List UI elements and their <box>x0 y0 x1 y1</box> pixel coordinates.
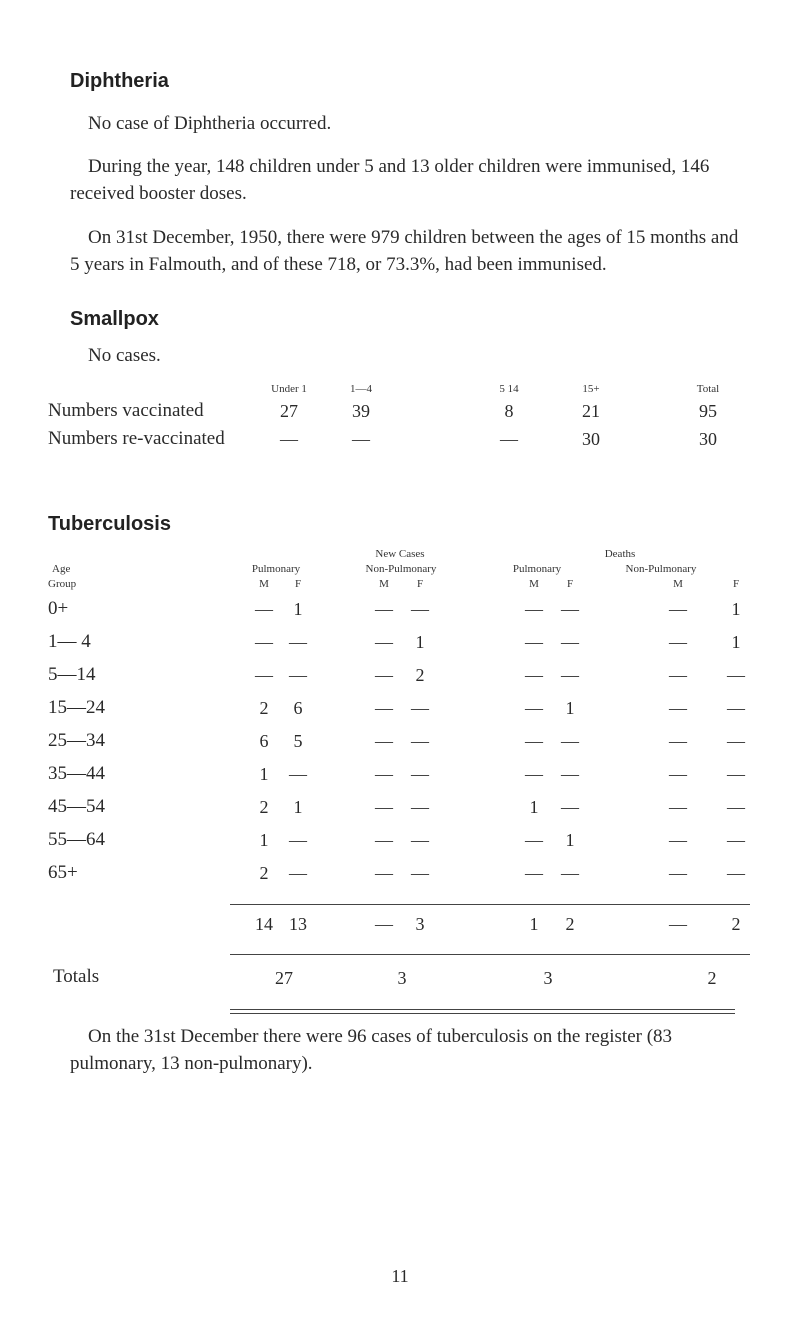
tb-cell: — <box>525 830 543 850</box>
smallpox-cell: 95 <box>699 401 717 421</box>
tb-cell: — <box>727 830 745 850</box>
tb-cell: 1 <box>259 764 269 784</box>
tb-cell: — <box>411 698 429 718</box>
tuberculosis-heading: Tuberculosis <box>48 513 171 535</box>
subtotal-cell: 3 <box>415 914 425 934</box>
tb-cell: — <box>411 797 429 817</box>
age-group-label: 0+ <box>48 598 69 619</box>
tb-cell: — <box>411 830 429 850</box>
sex-header: F <box>294 578 302 590</box>
tb-cell: — <box>375 599 393 619</box>
tb-cell: — <box>669 632 687 652</box>
diphtheria-para-3: On 31st December, 1950, there were 979 children between the ages of 15 months and 5 years in Falmouth, and of these 718, or 73.3%, had been immunised. <box>70 227 739 275</box>
age-group-label: 35—44 <box>48 763 105 784</box>
tuberculosis-footer: On the 31st December there were 96 cases of tuberculosis on the register (83 pulmonary, 13 non-pulmonary). <box>70 1026 673 1074</box>
age-group-label: 1— 4 <box>48 631 91 652</box>
tb-cell: — <box>561 731 579 751</box>
smallpox-cell: — <box>352 429 370 449</box>
subtotal-cell: 2 <box>731 914 741 934</box>
tb-cell: — <box>727 698 745 718</box>
tb-cell: — <box>411 599 429 619</box>
smallpox-col-15plus: 15+ <box>582 383 600 395</box>
tb-cell: — <box>727 764 745 784</box>
tb-cell: 1 <box>731 599 741 619</box>
tb-cell: 2 <box>259 863 269 883</box>
smallpox-cell: — <box>500 429 518 449</box>
header-pulmonary-deaths: Pulmonary <box>512 563 562 575</box>
header-non-pulmonary: Non-Pulmonary <box>365 563 437 575</box>
tb-cell: — <box>289 764 307 784</box>
tb-cell: 1 <box>529 797 539 817</box>
tb-cell: 1 <box>293 797 303 817</box>
tb-cell: — <box>375 698 393 718</box>
age-group-label: 5—14 <box>48 664 96 685</box>
smallpox-cell: 21 <box>582 401 600 421</box>
tb-cell: 5 <box>293 731 303 751</box>
tb-cell: — <box>375 830 393 850</box>
tb-cell: — <box>669 830 687 850</box>
subtotal-cell: 2 <box>565 914 575 934</box>
page-number: 11 <box>391 1266 409 1286</box>
tb-cell: — <box>525 863 543 883</box>
tb-cell: — <box>727 797 745 817</box>
tb-cell: — <box>525 665 543 685</box>
diphtheria-para-2: During the year, 148 children under 5 and 13 older children were immunised, 146 received booster doses. <box>70 156 710 204</box>
tb-cell: 6 <box>259 731 269 751</box>
tb-cell: — <box>669 599 687 619</box>
header-group: Group <box>48 578 77 590</box>
tb-cell: 1 <box>259 830 269 850</box>
age-group-label: 15—24 <box>48 697 105 718</box>
tb-cell: — <box>375 632 393 652</box>
subtotal-rule <box>230 904 750 905</box>
smallpox-note: No cases. <box>88 345 161 366</box>
tb-cell: — <box>525 599 543 619</box>
smallpox-col-5-14: 5 14 <box>499 383 519 395</box>
tb-cell: — <box>561 764 579 784</box>
tb-cell: 2 <box>415 665 425 685</box>
smallpox-cell: 30 <box>582 429 600 449</box>
tb-cell: 1 <box>565 830 575 850</box>
tb-cell: — <box>525 632 543 652</box>
age-group-label: 45—54 <box>48 796 105 817</box>
smallpox-col-total: Total <box>696 383 720 395</box>
smallpox-col-1-4: 1—4 <box>350 383 372 395</box>
tb-cell: — <box>289 830 307 850</box>
tb-cell: 1 <box>293 599 303 619</box>
subtotal-cell: — <box>375 914 393 934</box>
tb-cell: — <box>727 731 745 751</box>
tb-cell: — <box>411 731 429 751</box>
tb-cell: — <box>727 665 745 685</box>
tb-cell: — <box>561 863 579 883</box>
tb-cell: — <box>411 863 429 883</box>
totals-label: Totals <box>53 966 100 987</box>
tb-cell: — <box>669 731 687 751</box>
sex-header: M <box>529 578 539 590</box>
smallpox-cell: 8 <box>504 401 514 421</box>
smallpox-cell: 27 <box>280 401 298 421</box>
sex-header: M <box>259 578 269 590</box>
diphtheria-para-1: No case of Diphtheria occurred. <box>88 113 332 134</box>
header-age: Age <box>52 563 71 575</box>
smallpox-heading: Smallpox <box>70 308 159 330</box>
smallpox-row-label: Numbers re-vaccinated <box>48 428 225 449</box>
double-rule-top <box>230 1009 735 1010</box>
tb-cell: — <box>289 863 307 883</box>
tb-cell: — <box>561 665 579 685</box>
header-non-pulmonary-deaths: Non-Pulmonary <box>625 563 697 575</box>
subtotal-cell: 14 <box>255 914 273 934</box>
tb-cell: 2 <box>259 797 269 817</box>
total-non-pulmonary: 3 <box>397 968 407 988</box>
tb-cell: 1 <box>731 632 741 652</box>
tb-cell: 6 <box>293 698 303 718</box>
tb-cell: — <box>289 665 307 685</box>
total-deaths-pulmonary: 3 <box>543 968 553 988</box>
sex-header: M <box>379 578 389 590</box>
tb-cell: — <box>525 731 543 751</box>
tb-cell: — <box>669 665 687 685</box>
sex-header: F <box>416 578 424 590</box>
tb-cell: — <box>561 599 579 619</box>
tb-cell: — <box>375 764 393 784</box>
smallpox-cell: 30 <box>699 429 717 449</box>
total-pulmonary: 27 <box>275 968 293 988</box>
tb-cell: — <box>561 632 579 652</box>
tb-cell: 2 <box>259 698 269 718</box>
sex-header: F <box>566 578 574 590</box>
tb-cell: — <box>375 863 393 883</box>
tb-cell: — <box>525 698 543 718</box>
tb-cell: — <box>289 632 307 652</box>
age-group-label: 25—34 <box>48 730 105 751</box>
tb-cell: — <box>669 764 687 784</box>
tb-cell: — <box>255 632 273 652</box>
tb-cell: — <box>525 764 543 784</box>
header-pulmonary: Pulmonary <box>251 563 301 575</box>
smallpox-col-under1: Under 1 <box>271 383 307 395</box>
tb-cell: — <box>669 698 687 718</box>
age-group-label: 65+ <box>48 862 78 883</box>
tb-cell: 1 <box>565 698 575 718</box>
subtotal-cell: — <box>669 914 687 934</box>
subtotal-cell: 13 <box>289 914 307 934</box>
tb-cell: — <box>255 665 273 685</box>
smallpox-cell: — <box>280 429 298 449</box>
tb-cell: — <box>375 731 393 751</box>
tb-cell: — <box>561 797 579 817</box>
age-group-label: 55—64 <box>48 829 105 850</box>
tb-cell: — <box>669 797 687 817</box>
total-deaths-non-pulmonary: 2 <box>707 968 717 988</box>
smallpox-row-label: Numbers vaccinated <box>48 400 204 421</box>
tb-cell: — <box>411 764 429 784</box>
tb-cell: — <box>255 599 273 619</box>
sex-header: F <box>732 578 740 590</box>
diphtheria-heading: Diphtheria <box>70 70 169 92</box>
tb-cell: — <box>727 863 745 883</box>
totals-rule <box>230 954 750 955</box>
smallpox-cell: 39 <box>352 401 370 421</box>
double-rule-bottom <box>230 1013 735 1014</box>
sex-header: M <box>673 578 683 590</box>
tb-cell: — <box>375 665 393 685</box>
tb-cell: — <box>375 797 393 817</box>
subtotal-cell: 1 <box>529 914 539 934</box>
tb-cell: 1 <box>415 632 425 652</box>
tb-cell: — <box>669 863 687 883</box>
